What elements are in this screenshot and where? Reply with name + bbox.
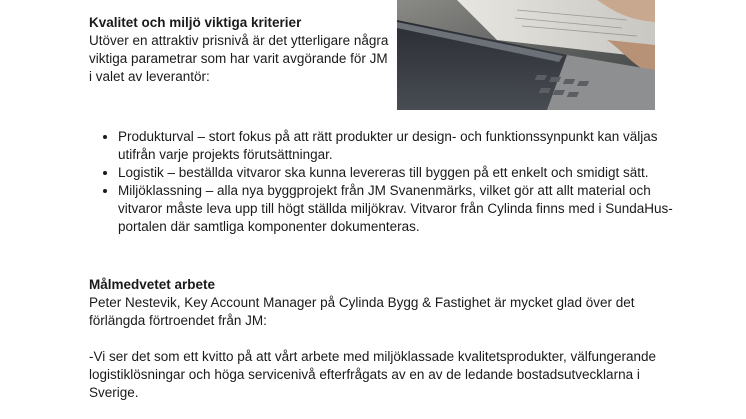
section-heading: Målmedvetet arbete: [89, 277, 216, 292]
list-item: • Produkturval – stort fokus på att rätt produkter ur design- och funktionssynpunkt kan väljas utifrån varje projekts förutsättningar.: [118, 128, 688, 164]
quote-text: -Vi ser det som ett kvitto på att vårt arbete med miljöklassade kvalitetsprodukter, välfungerande logistiklösningar och höga servicenivå efterfrågats av en av de ledande bostadsutvecklarna i Sverige.: [89, 349, 657, 400]
intro-section: [89, 14, 389, 86]
list-item: • Miljöklassning – alla nya byggprojekt från JM Svanenmärks, vilket gör att allt material och vitvaror måste leva upp till högt ställda miljökrav. Vitvaror från Cylinda finns med i SundaHus-portalen där samtliga komponenter dokumenteras.: [118, 182, 688, 236]
section-text: Peter Nestevik, Key Account Manager på Cylinda Bygg & Fastighet är mycket glad över det förlängda förtroendet från JM:: [89, 295, 635, 328]
goal-section: [89, 276, 669, 402]
criteria-list: [89, 128, 688, 236]
intro-heading: Kvalitet och miljö viktiga kriterier: [89, 15, 302, 30]
laptop-photo-image: [397, 0, 655, 110]
laptop-photo: [397, 0, 655, 110]
list-item: • Logistik – beställda vitvaror ska kunna levereras till byggen på ett enkelt och smidigt sätt.: [118, 164, 688, 182]
intro-text: Utöver en attraktiv prisnivå är det ytterligare några viktiga parametrar som har varit avgörande för JM i valet av leverantör:: [89, 33, 389, 84]
